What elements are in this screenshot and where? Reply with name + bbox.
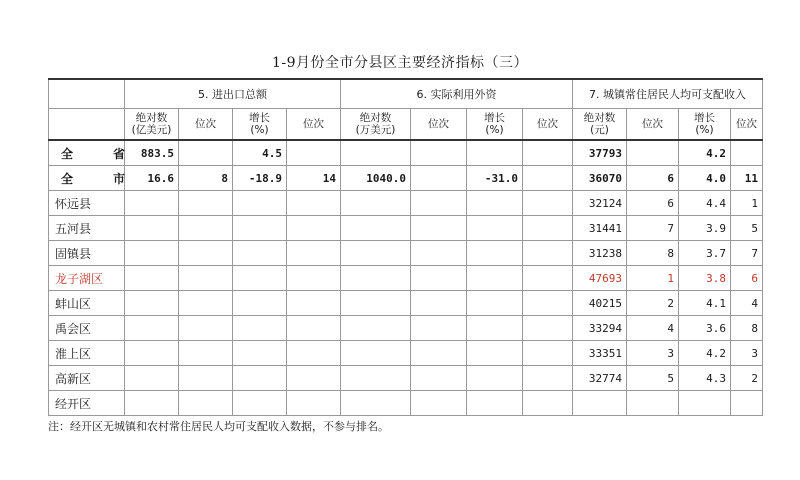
data-cell — [287, 316, 341, 341]
sub-header-rank: 位次 — [731, 109, 763, 141]
sub-header-abs-yi: 绝对数 (亿美元) — [125, 109, 179, 141]
data-cell — [233, 241, 287, 266]
data-cell — [341, 391, 411, 416]
data-cell: 5 — [627, 366, 679, 391]
data-cell — [341, 191, 411, 216]
data-cell — [125, 241, 179, 266]
sub-header-blank — [49, 109, 125, 141]
row-label: 全 市 — [49, 166, 125, 191]
row-label: 五河县 — [49, 216, 125, 241]
data-cell — [233, 366, 287, 391]
data-cell: 4.1 — [679, 291, 731, 316]
data-cell: 4 — [627, 316, 679, 341]
table-row — [49, 266, 763, 291]
table-row — [49, 166, 763, 191]
data-cell: 7 — [731, 241, 763, 266]
data-cell — [411, 241, 467, 266]
data-cell — [341, 316, 411, 341]
data-cell — [523, 366, 573, 391]
data-cell: 4.2 — [679, 341, 731, 366]
data-cell: 4.3 — [679, 366, 731, 391]
data-cell: 3.7 — [679, 241, 731, 266]
data-cell — [731, 140, 763, 166]
data-cell — [411, 191, 467, 216]
data-cell — [287, 391, 341, 416]
data-cell: 32124 — [573, 191, 627, 216]
data-cell — [341, 366, 411, 391]
data-cell — [341, 341, 411, 366]
data-cell: 3 — [731, 341, 763, 366]
data-cell — [125, 341, 179, 366]
data-cell — [467, 241, 523, 266]
data-cell: 4.2 — [679, 140, 731, 166]
table-body — [49, 140, 763, 416]
data-cell — [411, 266, 467, 291]
data-cell — [467, 140, 523, 166]
row-label: 蚌山区 — [49, 291, 125, 316]
data-cell — [411, 316, 467, 341]
data-cell — [233, 266, 287, 291]
row-label: 禹会区 — [49, 316, 125, 341]
data-cell — [411, 140, 467, 166]
corner-cell — [49, 79, 125, 109]
data-cell: 883.5 — [125, 140, 179, 166]
data-cell — [233, 216, 287, 241]
data-cell — [627, 391, 679, 416]
data-cell — [179, 266, 233, 291]
data-cell: 6 — [731, 266, 763, 291]
data-cell: 6 — [627, 166, 679, 191]
data-cell — [411, 216, 467, 241]
data-cell — [287, 266, 341, 291]
data-cell — [467, 391, 523, 416]
data-cell — [573, 391, 627, 416]
data-cell — [411, 341, 467, 366]
data-cell: 33294 — [573, 316, 627, 341]
data-cell: 37793 — [573, 140, 627, 166]
row-label: 固镇县 — [49, 241, 125, 266]
data-cell — [467, 316, 523, 341]
sub-header-abs-yuan: 绝对数 (元) — [573, 109, 627, 141]
data-cell — [467, 366, 523, 391]
data-cell — [523, 391, 573, 416]
data-cell — [341, 241, 411, 266]
sub-header-abs-wan: 绝对数 (万美元) — [341, 109, 411, 141]
data-cell: 31238 — [573, 241, 627, 266]
data-cell — [287, 191, 341, 216]
sub-header-growth: 增长 (%) — [467, 109, 523, 141]
data-cell — [179, 291, 233, 316]
sub-header-rank: 位次 — [179, 109, 233, 141]
data-cell: 8 — [627, 241, 679, 266]
data-cell: 1 — [731, 191, 763, 216]
sub-header-growth: 增长 (%) — [233, 109, 287, 141]
data-cell — [341, 216, 411, 241]
sub-header-rank: 位次 — [627, 109, 679, 141]
data-cell — [467, 266, 523, 291]
data-cell — [179, 216, 233, 241]
data-cell: 3.8 — [679, 266, 731, 291]
data-cell — [287, 341, 341, 366]
data-cell — [523, 216, 573, 241]
data-cell — [233, 391, 287, 416]
data-cell: 4.4 — [679, 191, 731, 216]
sub-header-rank: 位次 — [523, 109, 573, 141]
data-cell — [125, 266, 179, 291]
table-row — [49, 316, 763, 341]
group-header-row — [49, 79, 763, 109]
group-header-income: 7. 城镇常住居民人均可支配收入 — [573, 79, 763, 109]
data-cell — [125, 366, 179, 391]
sub-header-rank: 位次 — [287, 109, 341, 141]
data-cell — [125, 191, 179, 216]
data-cell: 6 — [627, 191, 679, 216]
data-cell — [233, 291, 287, 316]
data-cell: 31441 — [573, 216, 627, 241]
data-cell — [125, 391, 179, 416]
data-cell — [179, 241, 233, 266]
table-row — [49, 391, 763, 416]
data-cell — [627, 140, 679, 166]
data-cell: 4 — [731, 291, 763, 316]
table-row — [49, 216, 763, 241]
row-label: 全 省 — [49, 140, 125, 166]
page-title: 1-9月份全市分县区主要经济指标（三） — [271, 55, 529, 71]
data-cell — [523, 191, 573, 216]
data-cell — [523, 316, 573, 341]
data-cell — [179, 191, 233, 216]
table-row — [49, 140, 763, 166]
data-cell — [341, 291, 411, 316]
data-cell — [233, 316, 287, 341]
data-cell — [523, 341, 573, 366]
data-cell: 3 — [627, 341, 679, 366]
data-cell: 2 — [731, 366, 763, 391]
data-cell — [523, 166, 573, 191]
data-cell: 2 — [627, 291, 679, 316]
data-cell — [523, 140, 573, 166]
data-cell: 3.6 — [679, 316, 731, 341]
data-cell — [125, 216, 179, 241]
data-cell: 14 — [287, 166, 341, 191]
footnote: 注：经开区无城镇和农村常住居民人均可支配收入数据，不参与排名。 — [48, 420, 389, 433]
data-cell — [411, 291, 467, 316]
data-cell — [179, 341, 233, 366]
data-cell — [179, 316, 233, 341]
data-cell — [341, 266, 411, 291]
data-cell: 47693 — [573, 266, 627, 291]
group-header-fdi: 6. 实际利用外资 — [341, 79, 573, 109]
data-cell — [467, 191, 523, 216]
row-label: 龙子湖区 — [49, 266, 125, 291]
data-cell — [233, 191, 287, 216]
table-row — [49, 366, 763, 391]
group-header-trade: 5. 进出口总额 — [125, 79, 341, 109]
data-cell — [411, 366, 467, 391]
data-cell: 4.0 — [679, 166, 731, 191]
data-cell — [523, 241, 573, 266]
data-cell — [731, 391, 763, 416]
data-cell — [179, 391, 233, 416]
data-cell: 33351 — [573, 341, 627, 366]
data-cell — [467, 341, 523, 366]
data-cell: -18.9 — [233, 166, 287, 191]
data-cell: -31.0 — [467, 166, 523, 191]
data-cell: 3.9 — [679, 216, 731, 241]
table-row — [49, 341, 763, 366]
row-label: 经开区 — [49, 391, 125, 416]
data-cell — [341, 140, 411, 166]
data-cell — [523, 266, 573, 291]
sub-header-row — [49, 109, 763, 141]
row-label: 淮上区 — [49, 341, 125, 366]
data-cell: 5 — [731, 216, 763, 241]
data-cell: 32774 — [573, 366, 627, 391]
data-cell: 1040.0 — [341, 166, 411, 191]
data-cell — [523, 291, 573, 316]
data-cell — [411, 166, 467, 191]
data-cell — [287, 216, 341, 241]
data-cell: 8 — [731, 316, 763, 341]
data-cell — [287, 291, 341, 316]
data-cell — [467, 216, 523, 241]
sub-header-rank: 位次 — [411, 109, 467, 141]
data-cell: 40215 — [573, 291, 627, 316]
table-row — [49, 241, 763, 266]
data-cell — [179, 140, 233, 166]
economic-indicators-table — [48, 78, 763, 416]
data-cell — [125, 291, 179, 316]
data-cell — [287, 140, 341, 166]
row-label: 怀远县 — [49, 191, 125, 216]
data-cell — [125, 316, 179, 341]
data-cell: 16.6 — [125, 166, 179, 191]
sub-header-growth: 增长 (%) — [679, 109, 731, 141]
data-cell — [287, 366, 341, 391]
data-cell: 7 — [627, 216, 679, 241]
data-cell: 36070 — [573, 166, 627, 191]
data-cell — [233, 341, 287, 366]
table-row — [49, 291, 763, 316]
data-cell — [679, 391, 731, 416]
data-cell — [467, 291, 523, 316]
data-cell: 1 — [627, 266, 679, 291]
data-cell — [179, 366, 233, 391]
data-cell: 4.5 — [233, 140, 287, 166]
table-row — [49, 191, 763, 216]
data-cell: 8 — [179, 166, 233, 191]
data-cell — [287, 241, 341, 266]
data-cell: 11 — [731, 166, 763, 191]
data-cell — [411, 391, 467, 416]
row-label: 高新区 — [49, 366, 125, 391]
